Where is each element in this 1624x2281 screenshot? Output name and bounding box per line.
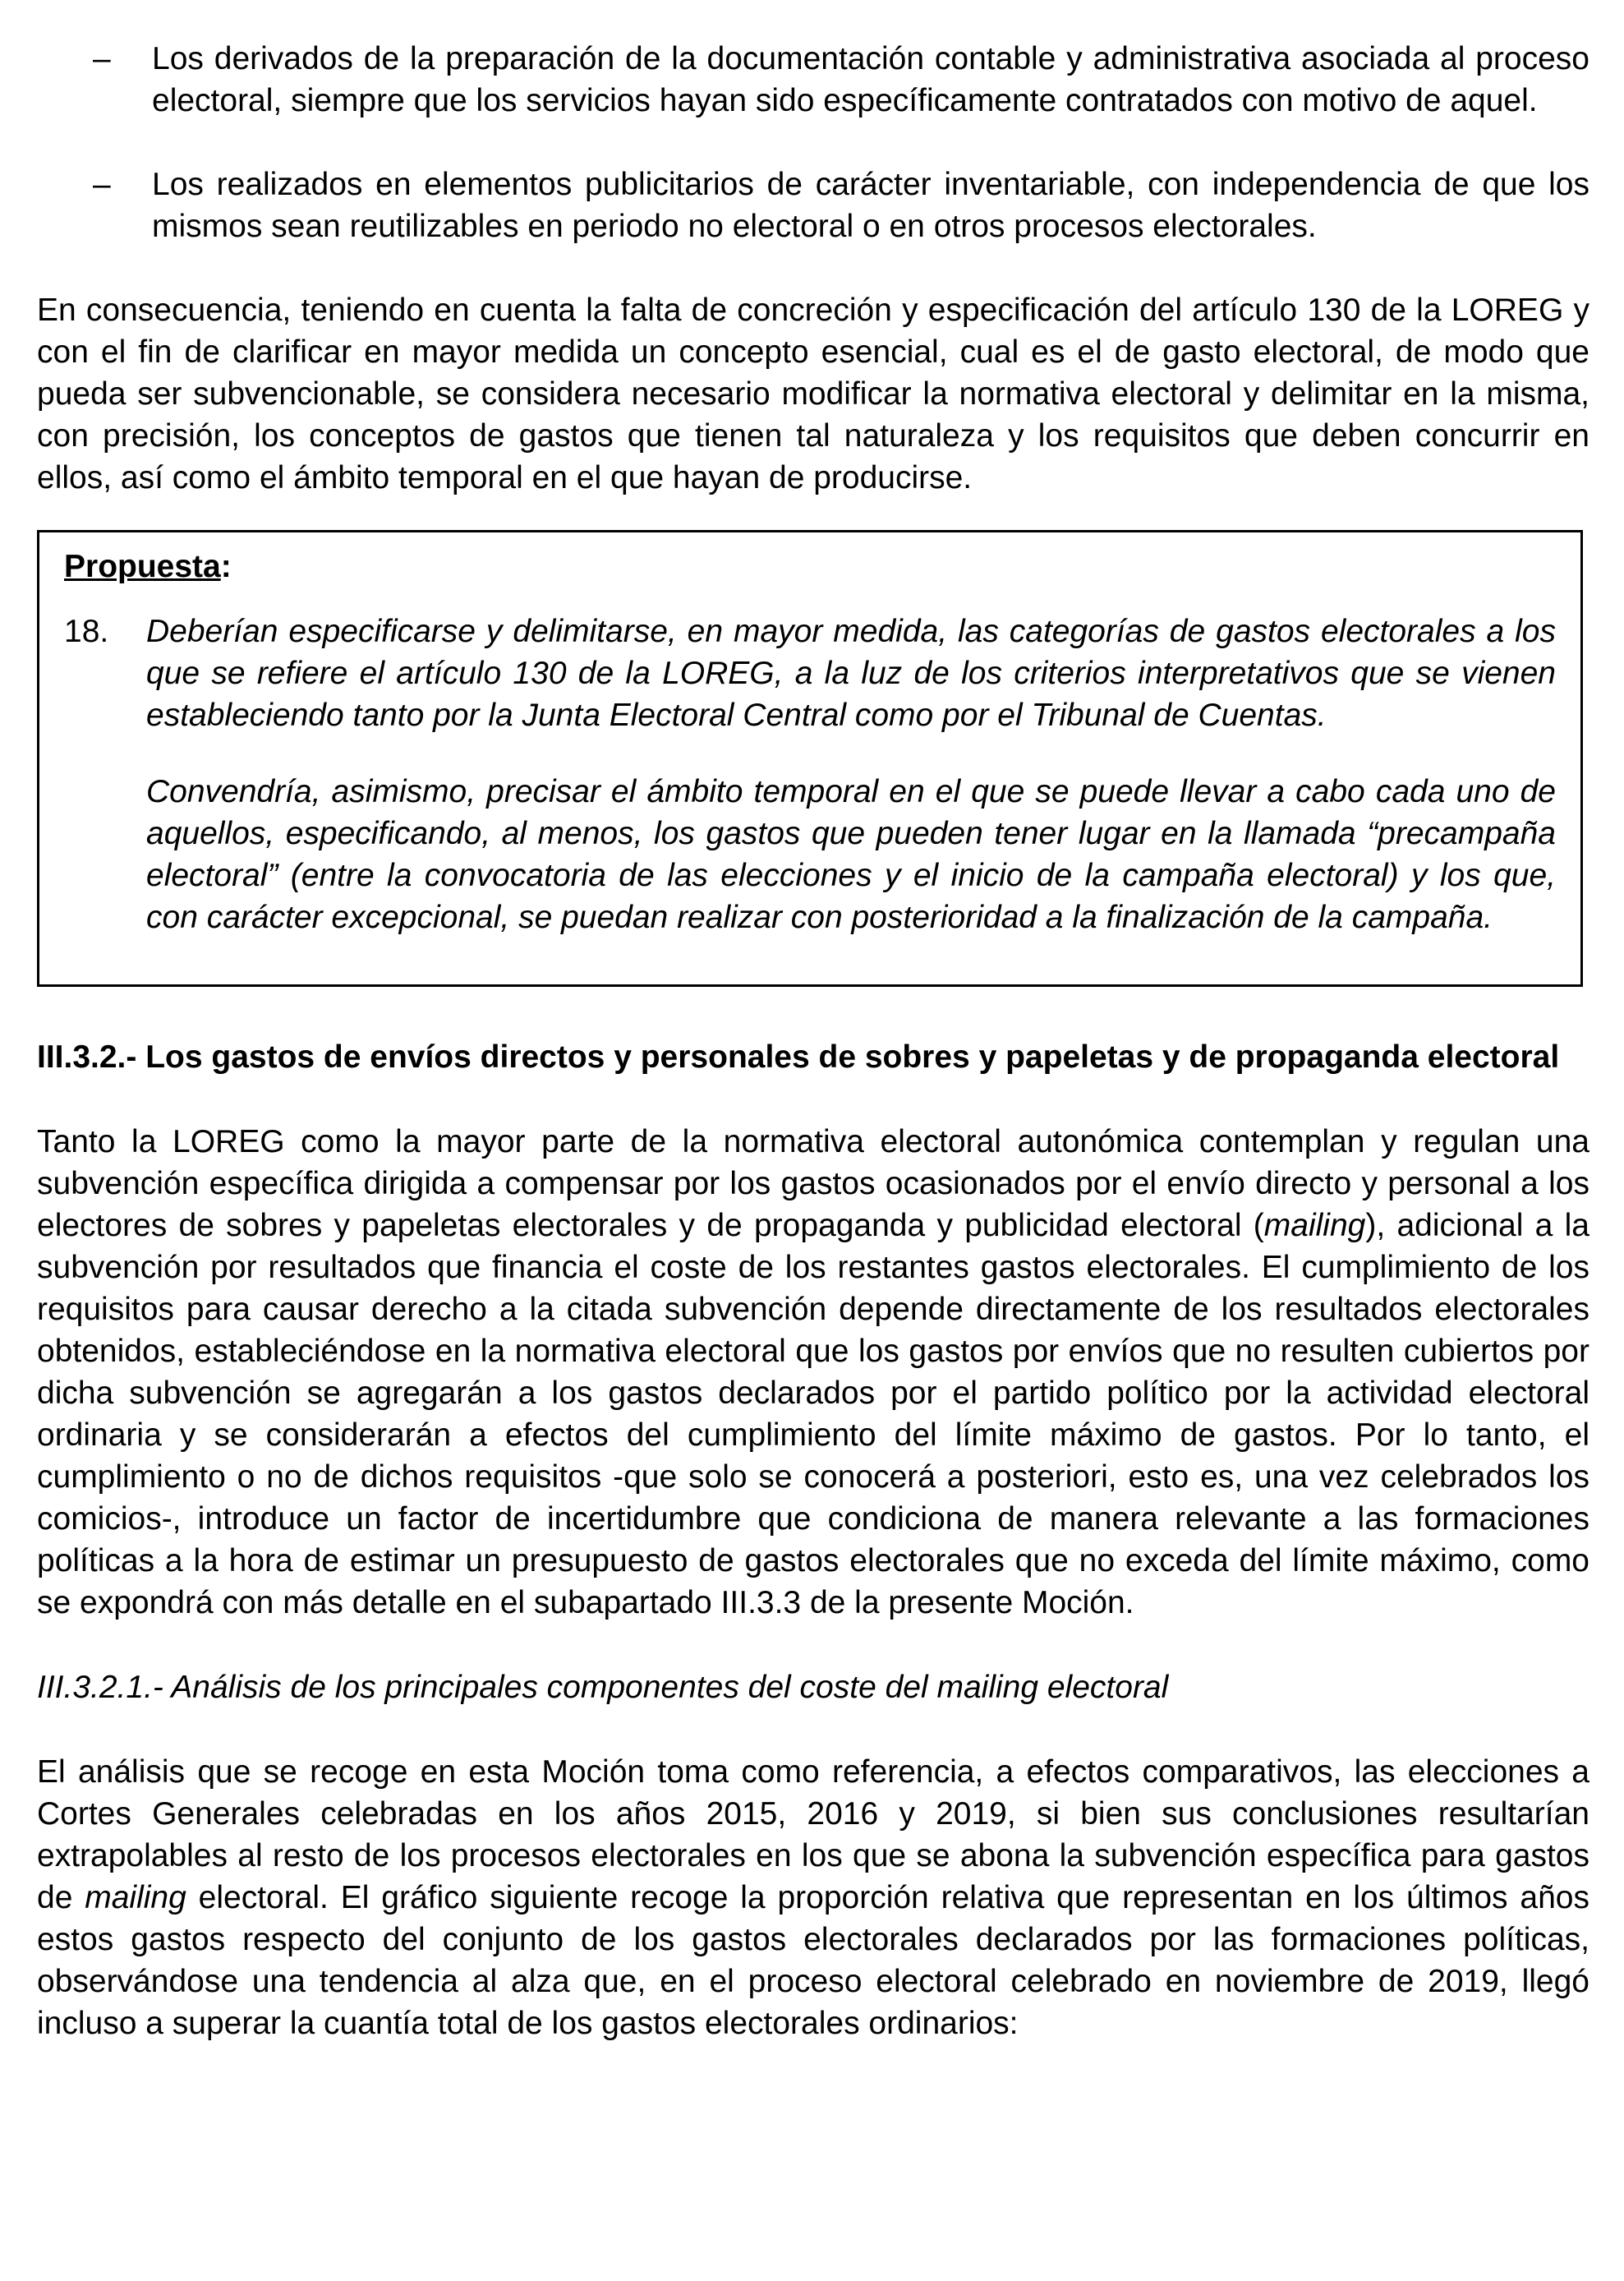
proposal-title-colon: : [220,549,232,584]
bullet-dash: – [93,167,111,202]
text-run: Tanto la LOREG como la mayor parte de la normativa electoral autonómica contemplan y regulan una subvención específica dirigida a compensar por los gastos ocasionados por el envío directo y personal a los electores de sobres y papeletas electorales y de propaganda y publicidad electoral ( [37,1124,1589,1243]
recommendation-item [64,611,1556,736]
italic-term: mailing [85,1880,186,1915]
list-item [37,164,1589,247]
recommendation-text: Convendría, asimismo, precisar el ámbito temporal en el que se puede llevar a cabo cada uno de aquellos, especificando, al menos, los gastos que pueden tener lugar en la llamada “precampaña electoral” (entre la convocatoria de las elecciones y el inicio de la campaña electoral) y los que, con carácter excepcional, se puedan realizar con posterioridad a la finalización de la campaña. [146,774,1556,935]
body-paragraph [37,1121,1589,1624]
body-paragraph [37,1751,1589,2044]
recommendation-text: Deberían especificarse y delimitarse, en mayor medida, las categorías de gastos electorales a los que se refiere el artículo 130 de la LOREG, a la luz de los criterios interpretativos que se vienen estableciendo tanto por la Junta Electoral Central como por el Tribunal de Cuentas. [146,614,1556,733]
list-item-text: Los derivados de la preparación de la documentación contable y administrativa asociada al proceso electoral, siempre que los servicios hayan sido específicamente contratados con motivo de aquel. [152,41,1589,118]
text-run: electoral. El gráfico siguiente recoge la proporción relativa que representan en los últimos años estos gastos respecto del conjunto de los gastos electorales declarados por las formaciones políticas, observándose una tendencia al alza que, en el proceso electoral celebrado en noviembre de 2019, llegó incluso a superar la cuantía total de los gastos electorales ordinarios: [37,1880,1589,2041]
document-page [37,38,1589,2044]
text-run: El análisis que se recoge en esta Moción toma como referencia, a efectos comparativos, las elecciones a Cortes Generales celebradas en los años 2015, 2016 y 2019, si bien sus conclusiones resultarían extrapolables al resto de los procesos electorales en los que se abona la subvención específica para gastos de [37,1754,1589,1915]
proposal-title [64,546,1556,588]
body-paragraph: En consecuencia, teniendo en cuenta la falta de concreción y especificación del artículo 130 de la LOREG y con el fin de clarificar en mayor medida un concepto esencial, cual es el de gasto electoral, de modo que pueda ser subvencionable, se considera necesario modificar la normativa electoral y delimitar en la misma, con precisión, los conceptos de gastos que tienen tal naturaleza y los requisitos que deben concurrir en ellos, así como el ámbito temporal en el que hayan de producirse. [37,293,1589,495]
subsection-heading: III.3.2.1.- Análisis de los principales componentes del coste del mailing electoral [37,1670,1169,1705]
list-item [37,38,1589,122]
list-item-text: Los realizados en elementos publicitarios de carácter inventariable, con independencia de que los mismos sean reutilizables en periodo no electoral o en otros procesos electorales. [152,167,1589,244]
text-run: ), adicional a la subvención por resultados que financia el coste de los restantes gastos electorales. El cumplimiento de los requisitos para causar derecho a la citada subvención depende directamente de los resultados electorales obtenidos, estableciéndose en la normativa electoral que los gastos por envíos que no resulten cubiertos por dicha subvención se agregarán a los gastos declarados por el partido político por la actividad electoral ordinaria y se considerarán a efectos del cumplimiento del límite máximo de gastos. Por lo tanto, el cumplimiento o no de dichos requisitos -que solo se conocerá a posteriori, esto es, una vez celebrados los comicios-, introduce un factor de incertidumbre que condiciona de manera relevante a las formaciones políticas a la hora de estimar un presupuesto de gastos electorales que no exceda del límite máximo, como se expondrá con más detalle en el subapartado III.3.3 de la presente Moción. [37,1208,1589,1620]
recommendation-number: 18. [64,614,109,649]
section-heading: III.3.2.- Los gastos de envíos directos y personales de sobres y papeletas y de propaganda electoral [37,1039,1560,1075]
recommendation-continuation [64,771,1556,938]
proposal-title-label: Propuesta [64,549,221,584]
bullet-dash: – [93,41,111,76]
proposal-box [37,530,1583,987]
italic-term: mailing [1263,1208,1366,1243]
